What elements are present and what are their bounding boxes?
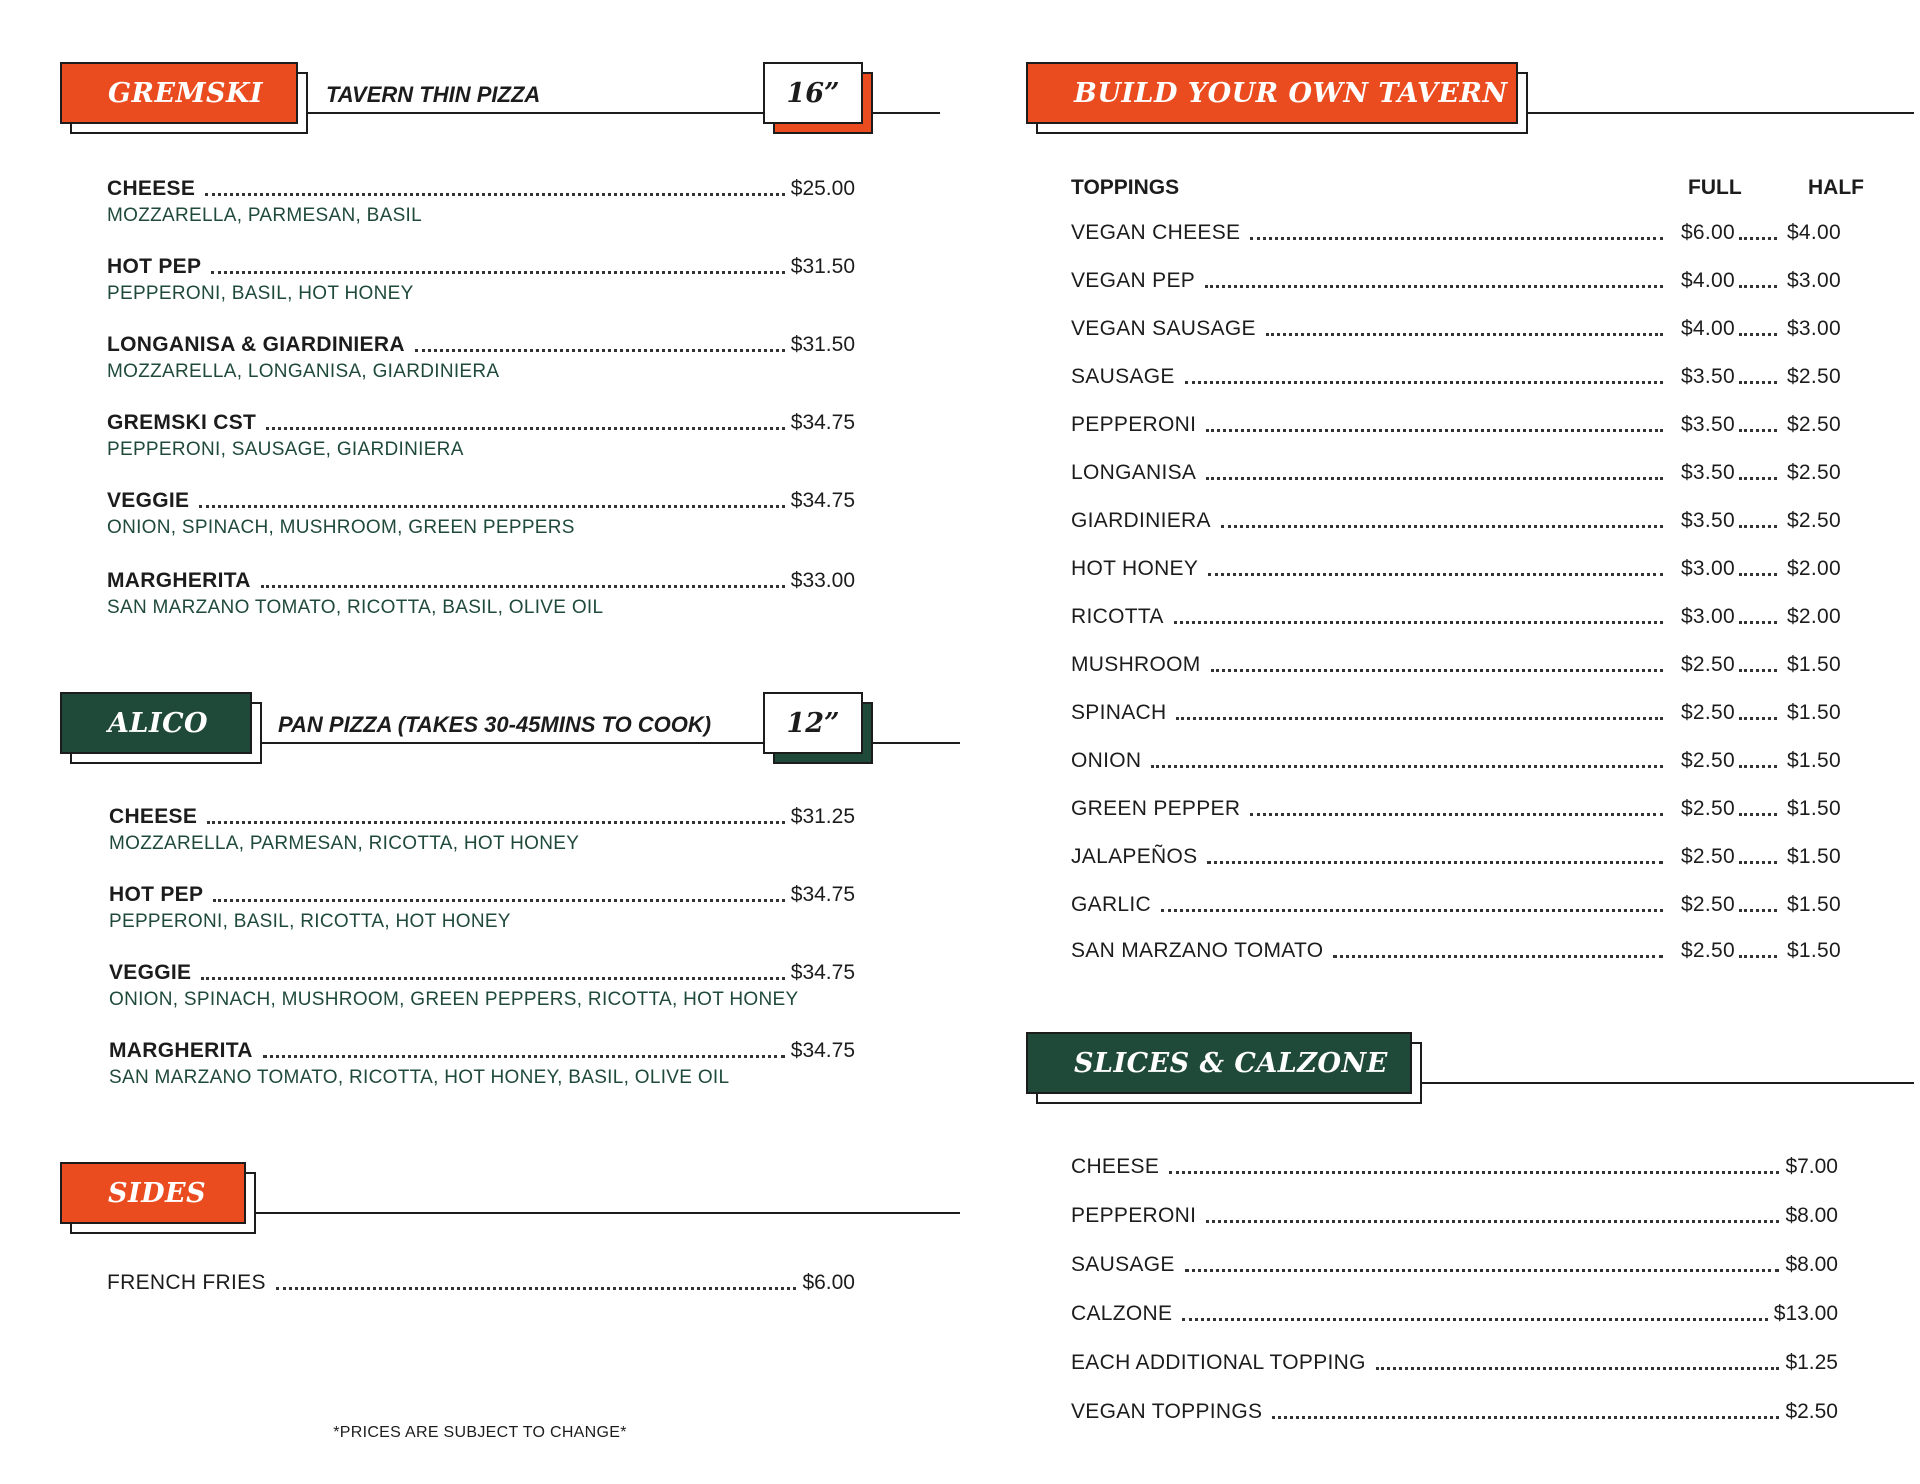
- item-price: $7.00: [1785, 1155, 1838, 1178]
- sides-tag: [60, 1162, 246, 1224]
- topping-row: [1071, 938, 1841, 964]
- dot-leader: [1333, 955, 1663, 958]
- menu-item: [107, 568, 855, 619]
- dot-leader: [1185, 381, 1663, 384]
- section-title: SLICES & CALZONE: [1026, 1032, 1412, 1094]
- dot-leader: [1739, 717, 1777, 720]
- topping-full-price: $3.00: [1680, 605, 1735, 628]
- topping-full-price: $2.50: [1680, 653, 1735, 676]
- topping-name: SAN MARZANO TOMATO: [1071, 939, 1324, 962]
- gremski-header: [60, 62, 955, 142]
- topping-name: GIARDINIERA: [1071, 509, 1211, 532]
- dot-leader: [261, 585, 785, 588]
- build-tag: [1026, 62, 1518, 124]
- topping-name: MUSHROOM: [1071, 653, 1201, 676]
- topping-full-price: $4.00: [1680, 269, 1735, 292]
- topping-row: [1071, 412, 1841, 438]
- item-name: VEGGIE: [109, 961, 192, 984]
- dot-leader: [276, 1287, 797, 1290]
- dot-leader: [1176, 717, 1663, 720]
- dot-leader: [266, 427, 785, 430]
- item-name: FRENCH FRIES: [107, 1271, 266, 1294]
- dot-leader: [1376, 1367, 1780, 1370]
- item-description: PEPPERONI, SAUSAGE, GIARDINIERA: [107, 439, 464, 460]
- item-description: ONION, SPINACH, MUSHROOM, GREEN PEPPERS: [107, 517, 575, 538]
- topping-row: [1071, 460, 1841, 486]
- dot-leader: [1739, 861, 1777, 864]
- item-price: $8.00: [1785, 1204, 1838, 1227]
- dot-leader: [1205, 285, 1663, 288]
- dot-leader: [1221, 525, 1663, 528]
- topping-half-price: $2.50: [1786, 461, 1841, 484]
- topping-full-price: $2.50: [1680, 797, 1735, 820]
- menu-item: [109, 804, 855, 855]
- topping-name: VEGAN CHEESE: [1071, 221, 1241, 244]
- menu-item: [109, 1038, 855, 1089]
- dot-leader: [1250, 813, 1663, 816]
- section-title: BUILD YOUR OWN TAVERN: [1026, 62, 1518, 124]
- topping-row: [1071, 844, 1841, 870]
- dot-leader: [1169, 1171, 1779, 1174]
- menu-item: [107, 410, 855, 461]
- slices-tag: [1026, 1032, 1412, 1094]
- topping-half-price: $4.00: [1786, 221, 1841, 244]
- topping-half-price: $1.50: [1786, 797, 1841, 820]
- menu-item: [107, 176, 855, 227]
- section-title: ALICO: [60, 692, 252, 754]
- dot-leader: [211, 271, 784, 274]
- section-subtitle: TAVERN THIN PIZZA: [326, 82, 541, 107]
- dot-leader: [1739, 525, 1777, 528]
- topping-half-price: $2.00: [1786, 605, 1841, 628]
- topping-row: [1071, 316, 1841, 342]
- item-name: LONGANISA & GIARDINIERA: [107, 333, 405, 356]
- topping-half-price: $3.00: [1786, 317, 1841, 340]
- dot-leader: [1266, 333, 1663, 336]
- menu-item: [109, 882, 855, 933]
- menu-item: [107, 488, 855, 539]
- dot-leader: [1739, 429, 1777, 432]
- size-badge: [763, 692, 863, 754]
- topping-full-price: $2.50: [1680, 939, 1735, 962]
- item-price: $31.50: [790, 255, 855, 278]
- topping-full-price: $3.50: [1680, 413, 1735, 436]
- menu-item: [109, 960, 855, 1011]
- menu-item: [1071, 1301, 1838, 1327]
- item-price: $31.50: [790, 333, 855, 356]
- dot-leader: [1739, 237, 1777, 240]
- item-price: $6.00: [802, 1271, 855, 1294]
- topping-full-price: $6.00: [1680, 221, 1735, 244]
- topping-row: [1071, 748, 1841, 774]
- item-price: $1.25: [1785, 1351, 1838, 1374]
- menu-item: [1071, 1203, 1838, 1229]
- dot-leader: [1174, 621, 1663, 624]
- dot-leader: [1739, 333, 1777, 336]
- dot-leader: [213, 899, 784, 902]
- item-name: VEGGIE: [107, 489, 190, 512]
- item-name: CHEESE: [109, 805, 198, 828]
- menu-item: [1071, 1399, 1838, 1425]
- item-description: ONION, SPINACH, MUSHROOM, GREEN PEPPERS, RICOTTA, HOT HONEY: [109, 989, 799, 1010]
- dot-leader: [1739, 621, 1777, 624]
- dot-leader: [1739, 285, 1777, 288]
- menu-item: [1071, 1350, 1838, 1376]
- topping-full-price: $3.00: [1680, 557, 1735, 580]
- item-price: $34.75: [790, 1039, 855, 1062]
- topping-full-price: $2.50: [1680, 701, 1735, 724]
- item-price: $2.50: [1785, 1400, 1838, 1423]
- item-price: $31.25: [790, 805, 855, 828]
- topping-half-price: $1.50: [1786, 653, 1841, 676]
- section-subtitle: PAN PIZZA (TAKES 30-45MINS TO COOK): [278, 712, 712, 737]
- topping-name: PEPPERONI: [1071, 413, 1197, 436]
- item-name: HOT PEP: [109, 883, 204, 906]
- item-description: PEPPERONI, BASIL, RICOTTA, HOT HONEY: [109, 911, 511, 932]
- item-description: MOZZARELLA, PARMESAN, BASIL: [107, 205, 422, 226]
- topping-half-price: $1.50: [1786, 893, 1841, 916]
- topping-half-price: $1.50: [1786, 845, 1841, 868]
- col-full: FULL: [1688, 176, 1742, 199]
- topping-row: [1071, 796, 1841, 822]
- menu-item: [107, 332, 855, 383]
- topping-half-price: $2.50: [1786, 509, 1841, 532]
- dot-leader: [1739, 477, 1777, 480]
- dot-leader: [1206, 477, 1663, 480]
- topping-half-price: $2.50: [1786, 365, 1841, 388]
- dot-leader: [1185, 1269, 1780, 1272]
- topping-name: SAUSAGE: [1071, 365, 1175, 388]
- divider-line: [245, 1212, 960, 1214]
- topping-name: VEGAN PEP: [1071, 269, 1196, 292]
- item-price: $13.00: [1773, 1302, 1838, 1325]
- item-description: MOZZARELLA, PARMESAN, RICOTTA, HOT HONEY: [109, 833, 580, 854]
- item-name: SAUSAGE: [1071, 1253, 1175, 1276]
- topping-name: VEGAN SAUSAGE: [1071, 317, 1256, 340]
- topping-name: JALAPEÑOS: [1071, 845, 1198, 868]
- col-half: HALF: [1808, 176, 1864, 199]
- dot-leader: [1207, 861, 1663, 864]
- item-name: VEGAN TOPPINGS: [1071, 1400, 1263, 1423]
- topping-half-price: $2.50: [1786, 413, 1841, 436]
- sides-header: [60, 1162, 955, 1242]
- topping-half-price: $2.00: [1786, 557, 1841, 580]
- item-name: HOT PEP: [107, 255, 202, 278]
- item-description: MOZZARELLA, LONGANISA, GIARDINIERA: [107, 361, 500, 382]
- item-name: CALZONE: [1071, 1302, 1173, 1325]
- topping-name: LONGANISA: [1071, 461, 1197, 484]
- item-name: CHEESE: [1071, 1155, 1160, 1178]
- alico-header: [60, 692, 955, 772]
- dot-leader: [207, 821, 785, 824]
- topping-full-price: $3.50: [1680, 365, 1735, 388]
- topping-row: [1071, 364, 1841, 390]
- dot-leader: [1208, 573, 1663, 576]
- topping-row: [1071, 652, 1841, 678]
- item-description: SAN MARZANO TOMATO, RICOTTA, BASIL, OLIVE OIL: [107, 597, 604, 618]
- item-price: $33.00: [790, 569, 855, 592]
- slices-header: [1026, 1032, 1914, 1112]
- dot-leader: [1739, 813, 1777, 816]
- dot-leader: [1739, 381, 1777, 384]
- topping-row: [1071, 556, 1841, 582]
- dot-leader: [1250, 237, 1663, 240]
- item-name: MARGHERITA: [109, 1039, 253, 1062]
- alico-tag: [60, 692, 252, 754]
- dot-leader: [201, 977, 784, 980]
- item-price: $34.75: [790, 883, 855, 906]
- size-badge: [763, 62, 863, 124]
- dot-leader: [205, 193, 785, 196]
- dot-leader: [1739, 669, 1777, 672]
- topping-name: ONION: [1071, 749, 1142, 772]
- build-header: [1026, 62, 1914, 142]
- topping-half-price: $1.50: [1786, 749, 1841, 772]
- item-price: $34.75: [790, 411, 855, 434]
- dot-leader: [1739, 765, 1777, 768]
- item-price: $8.00: [1785, 1253, 1838, 1276]
- topping-row: [1071, 220, 1841, 246]
- item-price: $34.75: [790, 961, 855, 984]
- topping-name: GARLIC: [1071, 893, 1151, 916]
- dot-leader: [415, 349, 785, 352]
- topping-full-price: $2.50: [1680, 893, 1735, 916]
- gremski-tag: [60, 62, 298, 124]
- size-label: 16”: [763, 62, 863, 124]
- section-title: GREMSKI: [60, 62, 298, 124]
- topping-half-price: $1.50: [1786, 939, 1841, 962]
- menu-item: [1071, 1154, 1838, 1180]
- section-title: SIDES: [60, 1162, 246, 1224]
- menu-item: [1071, 1252, 1838, 1278]
- item-price: $34.75: [790, 489, 855, 512]
- dot-leader: [1739, 573, 1777, 576]
- menu-item: [107, 1270, 855, 1296]
- dot-leader: [1211, 669, 1663, 672]
- topping-row: [1071, 268, 1841, 294]
- topping-full-price: $2.50: [1680, 749, 1735, 772]
- item-name: PEPPERONI: [1071, 1204, 1197, 1227]
- topping-row: [1071, 508, 1841, 534]
- topping-name: RICOTTA: [1071, 605, 1164, 628]
- topping-name: HOT HONEY: [1071, 557, 1199, 580]
- dot-leader: [1739, 909, 1777, 912]
- item-description: SAN MARZANO TOMATO, RICOTTA, HOT HONEY, BASIL, OLIVE OIL: [109, 1067, 730, 1088]
- topping-row: [1071, 700, 1841, 726]
- topping-full-price: $2.50: [1680, 845, 1735, 868]
- topping-half-price: $3.00: [1786, 269, 1841, 292]
- topping-full-price: $3.50: [1680, 461, 1735, 484]
- topping-row: [1071, 892, 1841, 918]
- dot-leader: [1161, 909, 1663, 912]
- dot-leader: [1206, 1220, 1779, 1223]
- topping-name: SPINACH: [1071, 701, 1167, 724]
- item-name: GREMSKI CST: [107, 411, 257, 434]
- topping-name: GREEN PEPPER: [1071, 797, 1241, 820]
- dot-leader: [1151, 765, 1663, 768]
- item-name: EACH ADDITIONAL TOPPING: [1071, 1351, 1366, 1374]
- menu-item: [107, 254, 855, 305]
- topping-half-price: $1.50: [1786, 701, 1841, 724]
- item-name: MARGHERITA: [107, 569, 251, 592]
- topping-full-price: $3.50: [1680, 509, 1735, 532]
- topping-row: [1071, 604, 1841, 630]
- dot-leader: [1182, 1318, 1767, 1321]
- dot-leader: [1206, 429, 1663, 432]
- item-name: CHEESE: [107, 177, 196, 200]
- divider-line: [1506, 112, 1914, 114]
- divider-line: [1411, 1082, 1914, 1084]
- item-price: $25.00: [790, 177, 855, 200]
- col-toppings: TOPPINGS: [1071, 176, 1180, 199]
- footnote: *PRICES ARE SUBJECT TO CHANGE*: [333, 1424, 627, 1441]
- topping-full-price: $4.00: [1680, 317, 1735, 340]
- item-description: PEPPERONI, BASIL, HOT HONEY: [107, 283, 414, 304]
- dot-leader: [1272, 1416, 1779, 1419]
- dot-leader: [199, 505, 784, 508]
- dot-leader: [263, 1055, 785, 1058]
- size-label: 12”: [763, 692, 863, 754]
- dot-leader: [1739, 955, 1777, 958]
